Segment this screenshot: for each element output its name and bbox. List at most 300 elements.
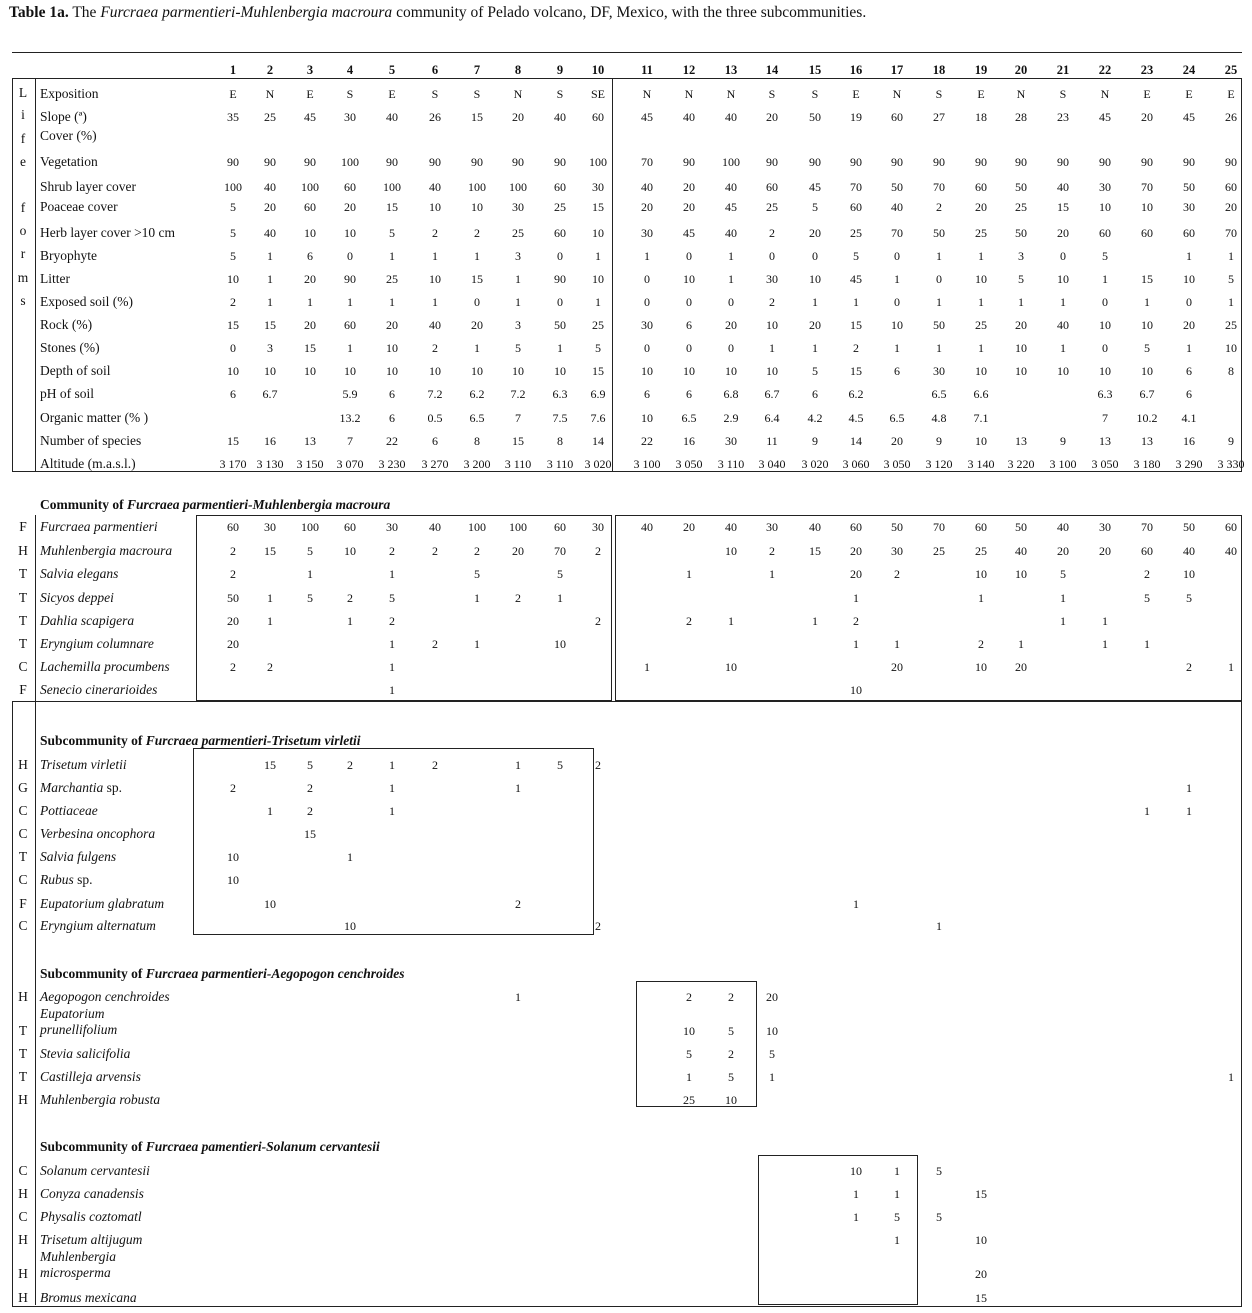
community-row-cell: 60 — [1225, 520, 1237, 534]
community-row-cell: 2 — [389, 614, 395, 628]
env-cell: E — [852, 87, 860, 101]
sub3-row-cell: 1 — [894, 1187, 900, 1201]
community-row-cell: 10 — [1183, 567, 1195, 581]
env-cell: 1 — [389, 249, 395, 263]
sub3-row-cell: 1 — [853, 1187, 859, 1201]
env-cell: 5 — [1102, 249, 1108, 263]
sub1-row-species-suffix: sp. — [73, 872, 93, 887]
env-cell: 15 — [386, 200, 398, 214]
sub1-row-cell: 1 — [853, 897, 859, 911]
env-cell: 100 — [468, 180, 486, 194]
sub1-row-cell: 1 — [347, 850, 353, 864]
env-cell: 50 — [554, 318, 566, 332]
env-cell: 5 — [389, 226, 395, 240]
community-row-cell: 1 — [1060, 591, 1066, 605]
env-cell: 0 — [894, 295, 900, 309]
env-row-label: Litter — [40, 271, 70, 286]
env-cell: 90 — [554, 272, 566, 286]
env-cell: 20 — [1015, 318, 1027, 332]
sub3-row-species-taxon: Solanum cervantesii — [40, 1163, 150, 1178]
env-cell: 40 — [641, 180, 653, 194]
env-cell: 10 — [1057, 272, 1069, 286]
community-row-cell: 50 — [1015, 520, 1027, 534]
community-row-cell: 40 — [429, 520, 441, 534]
sub2-row-species-taxon: Muhlenbergia robusta — [40, 1092, 161, 1107]
env-cell: 90 — [429, 155, 441, 169]
column-number-22: 22 — [1098, 63, 1112, 77]
env-cell: 1 — [728, 272, 734, 286]
community-row-cell: 10 — [344, 544, 356, 558]
community-row-species-taxon: Muhlenbergia macroura — [40, 543, 173, 558]
env-cell: 6 — [812, 387, 818, 401]
env-cell: 90 — [1225, 155, 1237, 169]
community-row-cell: 70 — [1141, 520, 1153, 534]
env-cell: 0 — [347, 249, 353, 263]
env-row-label: pH of soil — [40, 386, 94, 401]
env-cell: 35 — [227, 110, 239, 124]
sub2-row-species-name — [40, 1006, 117, 1038]
sub1-row-cell: 1 — [389, 804, 395, 818]
env-cell: 10 — [344, 226, 356, 240]
env-cell: 15 — [304, 341, 316, 355]
sub1-row-cell: 1 — [936, 919, 942, 933]
sub1-row-species-name — [40, 803, 98, 819]
env-cell: 6 — [644, 387, 650, 401]
sub3-row-cell: 5 — [936, 1210, 942, 1224]
env-cell: 20 — [471, 318, 483, 332]
community-row-cell: 60 — [975, 520, 987, 534]
env-cell: 20 — [641, 200, 653, 214]
lifeforms-label-letter: i — [21, 107, 25, 122]
sub3-row-cell: 15 — [975, 1187, 987, 1201]
env-cell: 10 — [891, 318, 903, 332]
sub1-row-species-name — [40, 896, 164, 912]
env-cell: 1 — [595, 295, 601, 309]
env-cell: 1 — [557, 341, 563, 355]
env-row-label: Vegetation — [40, 154, 98, 169]
sub2-row-species-name — [40, 1069, 141, 1085]
sub1-row-cell: 5 — [557, 758, 563, 772]
env-cell: 6.2 — [848, 387, 864, 401]
sub3-row-species-name — [40, 1249, 116, 1281]
community-row-cell: 1 — [389, 637, 395, 651]
column-number-8: 8 — [514, 63, 522, 77]
sub1-row-species-taxon: Verbesina oncophora — [40, 826, 156, 841]
env-cell: 10 — [471, 364, 483, 378]
env-cell: 0 — [644, 295, 650, 309]
sub3-row-cell: 5 — [894, 1210, 900, 1224]
community-row-cell: 20 — [1015, 660, 1027, 674]
table-caption: Table 1a. The Furcraea parmentieri-Muhlenbergia macroura community of Pelado volcano, DF, Mexico, with the three subcommunities. — [9, 4, 867, 21]
env-cell: 9 — [1060, 434, 1066, 448]
env-cell: E — [1185, 87, 1193, 101]
community-row-cell: 1 — [769, 567, 775, 581]
env-cell: 70 — [1141, 180, 1153, 194]
community-row-cell: 10 — [554, 637, 566, 651]
env-cell: 26 — [429, 110, 441, 124]
env-cell: 70 — [891, 226, 903, 240]
sub1-heading-taxa: Furcraea parmentieri-Trisetum virletii — [145, 733, 361, 748]
env-cell: 90 — [850, 155, 862, 169]
env-cell: 0 — [894, 249, 900, 263]
sub1-row-species-taxon: Eryngium alternatum — [40, 918, 156, 933]
lifeforms-label-letter: f — [20, 200, 26, 215]
env-cell: 22 — [386, 434, 398, 448]
community-row-cell: 60 — [344, 520, 356, 534]
sub1-box — [193, 748, 594, 935]
env-cell: 45 — [304, 110, 316, 124]
sub2-row-cell: 20 — [766, 990, 778, 1004]
env-cell: 1 — [978, 341, 984, 355]
community-row-cell: 1 — [1102, 637, 1108, 651]
env-cell: 45 — [725, 200, 737, 214]
env-cell: 1 — [936, 295, 942, 309]
env-cell: 16 — [683, 434, 695, 448]
community-row-cell: 10 — [725, 544, 737, 558]
sub2-row-cell: 5 — [728, 1070, 734, 1084]
env-cell: 90 — [1015, 155, 1027, 169]
env-cell: N — [265, 87, 275, 101]
env-cell: 1 — [1186, 341, 1192, 355]
env-cell: 30 — [641, 226, 653, 240]
sub1-row-cell: 1 — [1144, 804, 1150, 818]
sub3-row-species-name — [40, 1290, 137, 1306]
env-cell: 30 — [1183, 200, 1195, 214]
env-cell: 3 230 — [378, 457, 406, 471]
env-cell: 90 — [1141, 155, 1153, 169]
env-cell: 10 — [1099, 200, 1111, 214]
env-cell: 10 — [304, 364, 316, 378]
env-cell: 3 110 — [546, 457, 574, 471]
env-row-label: Number of species — [40, 433, 142, 448]
sub2-heading — [40, 966, 405, 982]
env-cell: 2 — [853, 341, 859, 355]
env-cell: 10 — [264, 364, 276, 378]
sub1-row-lifeform: H — [18, 757, 28, 772]
community-row-cell: 1 — [812, 614, 818, 628]
env-row-label: Poaceae cover — [40, 199, 118, 214]
env-cell: 3 220 — [1007, 457, 1035, 471]
env-cell: 70 — [1225, 226, 1237, 240]
community-row-cell: 100 — [509, 520, 527, 534]
community-row-cell: 40 — [1057, 520, 1069, 534]
sub3-row-species-taxon: Bromus mexicana — [40, 1290, 137, 1305]
sub3-row-species-name — [40, 1163, 150, 1179]
env-cell: 3 — [515, 318, 521, 332]
env-cell: 5 — [230, 249, 236, 263]
env-cell: 3 110 — [717, 457, 745, 471]
env-cell: 1 — [307, 295, 313, 309]
sub1-row-species-taxon: Trisetum virletii — [40, 757, 127, 772]
env-cell: 25 — [766, 200, 778, 214]
env-cell: 13 — [1099, 434, 1111, 448]
env-cell: E — [977, 87, 985, 101]
env-cell: 10 — [512, 364, 524, 378]
env-cell: 3 170 — [219, 457, 247, 471]
sub2-heading-taxa: Furcraea parmentieri-Aegopogon cenchroides — [145, 966, 405, 981]
community-row-species-name — [40, 636, 154, 652]
community-row-cell: 2 — [230, 544, 236, 558]
env-cell: 6.6 — [973, 387, 989, 401]
sub1-row-cell: 2 — [432, 758, 438, 772]
env-cell: 90 — [766, 155, 778, 169]
env-cell: 14 — [850, 434, 862, 448]
sub2-row-species-name — [40, 1092, 160, 1108]
env-cell: 25 — [386, 272, 398, 286]
sub3-row-cell: 1 — [853, 1210, 859, 1224]
env-cell: S — [811, 87, 819, 101]
env-row-label: Stones (%) — [40, 340, 100, 355]
env-cell: 100 — [301, 180, 319, 194]
community-row-cell: 60 — [227, 520, 239, 534]
env-cell: S — [556, 87, 564, 101]
env-cell: 4.5 — [848, 411, 864, 425]
community-row-cell: 2 — [347, 591, 353, 605]
env-cell: 7.2 — [427, 387, 443, 401]
env-cell: 6.8 — [723, 387, 739, 401]
community-row-cell: 1 — [1144, 637, 1150, 651]
env-cell: 60 — [975, 180, 987, 194]
env-cell: 60 — [891, 110, 903, 124]
env-cell: 1 — [812, 341, 818, 355]
column-number-16: 16 — [849, 63, 863, 77]
env-row-label: Exposed soil (%) — [40, 294, 133, 309]
env-cell: 45 — [683, 226, 695, 240]
sub1-row-species-name — [40, 826, 155, 842]
env-cell: 20 — [1057, 226, 1069, 240]
env-cell: 0 — [230, 341, 236, 355]
column-number-6: 6 — [431, 63, 439, 77]
column-number-20: 20 — [1014, 63, 1028, 77]
community-heading-taxa: Furcraea parmentieri-Muhlenbergia macroura — [127, 497, 391, 512]
community-row-lifeform: T — [18, 636, 28, 651]
env-cell: 2 — [230, 295, 236, 309]
env-cell: 6.5 — [681, 411, 697, 425]
community-row-species-taxon: Senecio cinerarioides — [40, 682, 158, 697]
env-cell: 40 — [264, 180, 276, 194]
sub1-heading — [40, 733, 361, 749]
env-cell: 6.2 — [469, 387, 485, 401]
env-cell: 6.5 — [931, 387, 947, 401]
env-cell: 20 — [975, 200, 987, 214]
env-cell: 5 — [230, 200, 236, 214]
env-cell: 10 — [1099, 318, 1111, 332]
column-number-19: 19 — [974, 63, 988, 77]
env-cell: 3 290 — [1175, 457, 1203, 471]
env-cell: 40 — [725, 180, 737, 194]
env-cell: 60 — [592, 110, 604, 124]
env-cell: 3 070 — [336, 457, 364, 471]
community-row-cell: 5 — [1144, 591, 1150, 605]
env-cell: 90 — [933, 155, 945, 169]
env-cell: 3 130 — [256, 457, 284, 471]
env-cell: 1 — [347, 341, 353, 355]
sub3-row-lifeform: C — [18, 1163, 28, 1178]
env-cell: 50 — [1015, 226, 1027, 240]
lifeforms-label-letter: f — [20, 131, 26, 146]
community-row-lifeform: T — [18, 613, 28, 628]
env-cell: 10 — [1057, 364, 1069, 378]
sub3-row-cell: 15 — [975, 1291, 987, 1305]
community-row-cell: 100 — [301, 520, 319, 534]
community-row-cell: 20 — [850, 544, 862, 558]
community-block-left — [196, 515, 612, 701]
env-cell: 10 — [1141, 364, 1153, 378]
community-row-cell: 30 — [766, 520, 778, 534]
env-cell: 20 — [766, 110, 778, 124]
community-row-cell: 5 — [557, 567, 563, 581]
env-cell: 1 — [267, 295, 273, 309]
env-cell: 30 — [1099, 180, 1111, 194]
community-row-cell: 1 — [1018, 637, 1024, 651]
env-cell: 5 — [230, 226, 236, 240]
community-row-cell: 30 — [264, 520, 276, 534]
column-number-2: 2 — [266, 63, 274, 77]
sub2-row-species-taxon: Aegopogon cenchroides — [40, 989, 170, 1004]
community-row-species-taxon: Salvia elegans — [40, 566, 119, 581]
sub1-row-cell: 10 — [227, 850, 239, 864]
sub1-row-species-name — [40, 780, 122, 796]
env-cell: N — [1100, 87, 1110, 101]
sub1-row-cell: 15 — [304, 827, 316, 841]
env-cell: 100 — [722, 155, 740, 169]
community-row-cell: 2 — [230, 660, 236, 674]
env-cell: 100 — [589, 155, 607, 169]
env-cell: 3 — [515, 249, 521, 263]
env-cell: 5 — [515, 341, 521, 355]
sub2-row-species-epithet: prunellifolium — [40, 1022, 118, 1037]
community-row-species-name — [40, 682, 157, 698]
env-row-label: Rock (%) — [40, 317, 93, 332]
env-cell: 6 — [230, 387, 236, 401]
sub2-row-species-name — [40, 989, 170, 1005]
env-cell: 10 — [386, 364, 398, 378]
sub2-row-lifeform: T — [18, 1023, 28, 1038]
env-cell: 10 — [683, 364, 695, 378]
env-cell: 60 — [1099, 226, 1111, 240]
env-cell: 60 — [850, 200, 862, 214]
sub1-row-lifeform: C — [18, 918, 28, 933]
env-cell: N — [642, 87, 652, 101]
env-cell: 30 — [766, 272, 778, 286]
env-cell: 25 — [1015, 200, 1027, 214]
sub1-row-species-suffix: sp. — [103, 780, 123, 795]
env-cell: 2 — [769, 226, 775, 240]
sub2-row-cell: 5 — [728, 1024, 734, 1038]
sub1-row-cell: 2 — [595, 758, 601, 772]
env-cell: S — [935, 87, 943, 101]
column-number-24: 24 — [1182, 63, 1196, 77]
env-cell: 7.5 — [552, 411, 568, 425]
env-cell: 25 — [975, 318, 987, 332]
sub2-row-species-name — [40, 1046, 130, 1062]
sub1-row-cell: 10 — [227, 873, 239, 887]
env-cell: S — [431, 87, 439, 101]
env-cell: 10 — [1015, 341, 1027, 355]
env-cell: E — [1143, 87, 1151, 101]
sub1-row-cell: 10 — [264, 897, 276, 911]
env-cell: 25 — [512, 226, 524, 240]
env-cell: 13 — [1141, 434, 1153, 448]
env-cell: 26 — [1225, 110, 1237, 124]
sub1-row-lifeform: G — [18, 780, 28, 795]
env-cell: 1 — [389, 295, 395, 309]
env-cell: 10 — [304, 226, 316, 240]
env-cell: 30 — [512, 200, 524, 214]
env-cell: 90 — [1183, 155, 1195, 169]
env-row-label: Herb layer cover >10 cm — [40, 225, 176, 240]
sub2-row-cell: 10 — [725, 1093, 737, 1107]
env-cell: 10 — [1183, 272, 1195, 286]
community-row-cell: 2 — [1186, 660, 1192, 674]
env-row-label: Altitude (m.a.s.l.) — [40, 456, 136, 471]
env-cell: 60 — [554, 180, 566, 194]
sub1-row-species-name — [40, 918, 156, 934]
community-row-lifeform: F — [19, 519, 27, 534]
sub2-row-cell: 2 — [728, 1047, 734, 1061]
env-cell: 20 — [809, 318, 821, 332]
sub2-row-cell: 5 — [769, 1047, 775, 1061]
env-cell: 10 — [429, 364, 441, 378]
sub3-row-lifeform: H — [18, 1186, 28, 1201]
env-cell: 60 — [304, 200, 316, 214]
sub3-row-cell: 20 — [975, 1267, 987, 1281]
env-cell: S — [473, 87, 481, 101]
env-cell: 90 — [809, 155, 821, 169]
env-cell: 15 — [850, 318, 862, 332]
column-number-25: 25 — [1224, 63, 1238, 77]
env-cell: 1 — [474, 341, 480, 355]
sub2-row-lifeform: T — [18, 1046, 28, 1061]
community-row-cell: 5 — [389, 591, 395, 605]
env-cell: 8 — [557, 434, 563, 448]
community-row-cell: 10 — [975, 567, 987, 581]
env-cell: 0 — [557, 249, 563, 263]
community-row-cell: 1 — [728, 614, 734, 628]
sub2-row-cell: 5 — [686, 1047, 692, 1061]
env-row-label: Slope (ª) — [40, 109, 87, 124]
community-row-cell: 20 — [227, 637, 239, 651]
env-cell: 20 — [512, 110, 524, 124]
sub1-heading-prefix: Subcommunity of — [40, 733, 146, 748]
env-cell: 0 — [812, 249, 818, 263]
env-cell: 10 — [344, 364, 356, 378]
community-row-cell: 50 — [227, 591, 239, 605]
env-cell: 60 — [344, 318, 356, 332]
community-row-cell: 2 — [769, 544, 775, 558]
env-row-label: Shrub layer cover — [40, 179, 136, 194]
community-row-species-name — [40, 613, 134, 629]
env-cell: 90 — [344, 272, 356, 286]
community-heading — [40, 497, 390, 513]
community-row-cell: 1 — [853, 591, 859, 605]
env-cell: 3 020 — [801, 457, 829, 471]
env-cell: 3 140 — [967, 457, 995, 471]
community-row-lifeform: F — [19, 682, 27, 697]
env-cell: 20 — [264, 200, 276, 214]
community-row-cell: 1 — [389, 660, 395, 674]
sub1-row-cell: 1 — [267, 804, 273, 818]
env-cell: 20 — [683, 200, 695, 214]
env-cell: 3 050 — [1091, 457, 1119, 471]
env-cell: 6 — [432, 434, 438, 448]
community-row-cell: 5 — [1186, 591, 1192, 605]
env-cell: 6 — [389, 411, 395, 425]
community-row-cell: 20 — [850, 567, 862, 581]
env-cell: 3 120 — [925, 457, 953, 471]
community-row-cell: 70 — [554, 544, 566, 558]
env-cell: 2 — [769, 295, 775, 309]
